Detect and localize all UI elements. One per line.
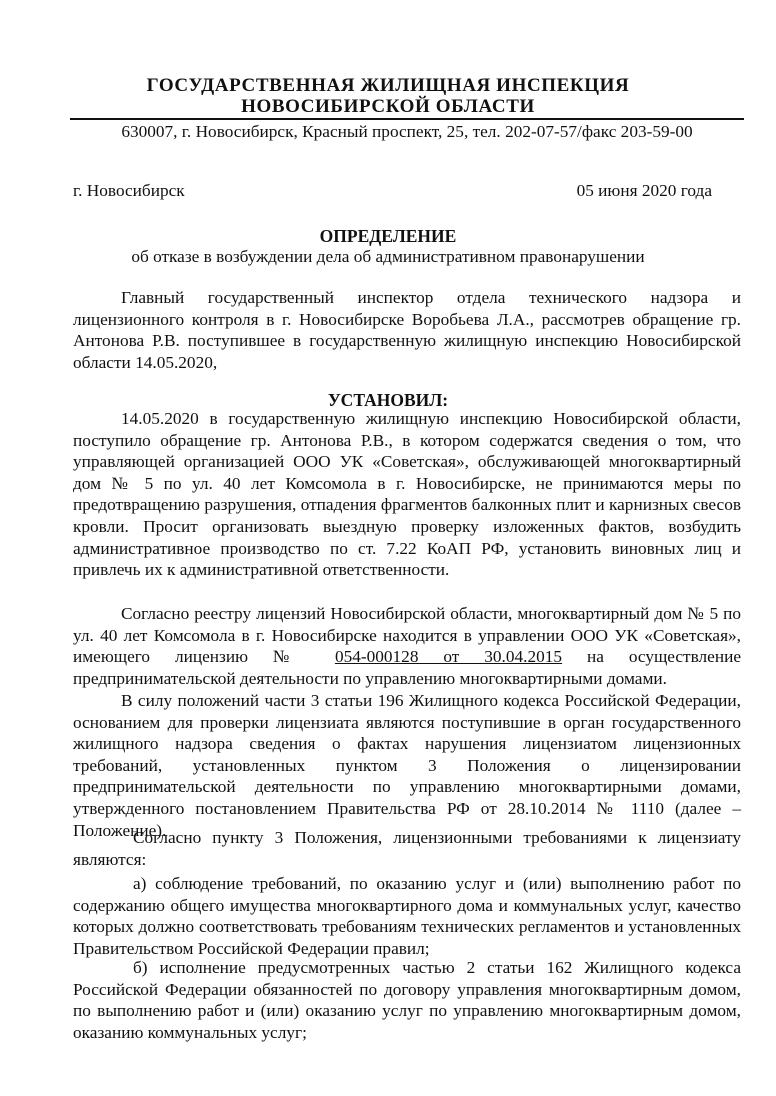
intro-paragraph: Главный государственный инспектор отдела технического надзора и лицензионного контроля в г. Новосибирске Воробьева Л.А., рассмотрев обращение гр. Антонова Р.В. поступившее в государственную жилищную инспекцию Новосибирской области 14.05.2020, bbox=[73, 288, 741, 372]
paragraph-license-requirements: Согласно пункту 3 Положения, лицензионными требованиями к лицензиату являются: bbox=[73, 828, 741, 869]
established-heading: УСТАНОВИЛ: bbox=[327, 390, 449, 410]
org-address: 630007, г. Новосибирск, Красный проспект, 25, тел. 202-07-57/факс 203-59-00 bbox=[121, 122, 693, 141]
license-text-before: Согласно реестру лицензий Новосибирской области, многоквартирный дом № 5 по ул. 40 лет Комсомола в г. Новосибирске находится в управлении ООО УК «Советская», имеющего лицензию № bbox=[73, 604, 741, 667]
org-name-line1: ГОСУДАРСТВЕННАЯ ЖИЛИЩНАЯ ИНСПЕКЦИЯ bbox=[146, 75, 630, 96]
paragraph-item-b: б) исполнение предусмотренных частью 2 статьи 162 Жилищного кодекса Российской Федерации обязанностей по договору управления многоквартирным домом, по выполнению работ и (или) оказанию услуг по управлению многоквартирным домом, оказанию коммунальных услуг; bbox=[73, 958, 741, 1042]
paragraph-item-a: а) соблюдение требований, по оказанию услуг и (или) выполнению работ по содержанию общего имущества многоквартирного дома и коммунальных услуг, качество которых должно соответствовать требованиям технических регламентов и установленных Правительством Российской Федерации правил; bbox=[73, 874, 741, 958]
header-divider bbox=[70, 118, 744, 120]
document-title: ОПРЕДЕЛЕНИЕ bbox=[319, 226, 457, 246]
org-name-line2: НОВОСИБИРСКОЙ ОБЛАСТИ bbox=[241, 96, 535, 117]
license-text-after: на осуществление предпринимательской деятельности по управлению многоквартирными домами. bbox=[73, 647, 741, 688]
paragraph-license-registry bbox=[73, 603, 741, 689]
license-number: 054-000128 от 30.04.2015 bbox=[334, 647, 563, 667]
document-date: 05 июня 2020 года bbox=[576, 181, 712, 200]
paragraph-complaint: 14.05.2020 в государственную жилищную инспекцию Новосибирской области, поступило обращение гр. Антонова Р.В., в котором содержатся сведения о том, что управляющей организацией ООО УК «Советская», обслуживающей многоквартирный дом № 5 по ул. 40 лет Комсомола в г. Новосибирске, не принимаются меры по предотвращению разрушения, отпадения фрагментов балконных плит и карнизных свесов кровли. Просит организовать выездную проверку изложенных фактов, возбудить административное производство по ст. 7.22 КоАП РФ, установить виновных лиц и привлечь их к административной ответственности. bbox=[73, 409, 741, 580]
document-subtitle: об отказе в возбуждении дела об административном правонарушении bbox=[131, 247, 645, 266]
paragraph-housing-code: В силу положений части 3 статьи 196 Жилищного кодекса Российской Федерации, основанием для проверки лицензиата являются поступившие в орган государственного жилищного надзора сведения о фактах нарушения лицензиатом лицензионных требований, установленных пунктом 3 Положения о лицензировании предпринимательской деятельности по управлению многоквартирными домами, утвержденного постановлением Правительства РФ от 28.10.2014 № 1110 (далее – Положение). bbox=[73, 691, 741, 840]
document-place: г. Новосибирск bbox=[73, 181, 185, 200]
